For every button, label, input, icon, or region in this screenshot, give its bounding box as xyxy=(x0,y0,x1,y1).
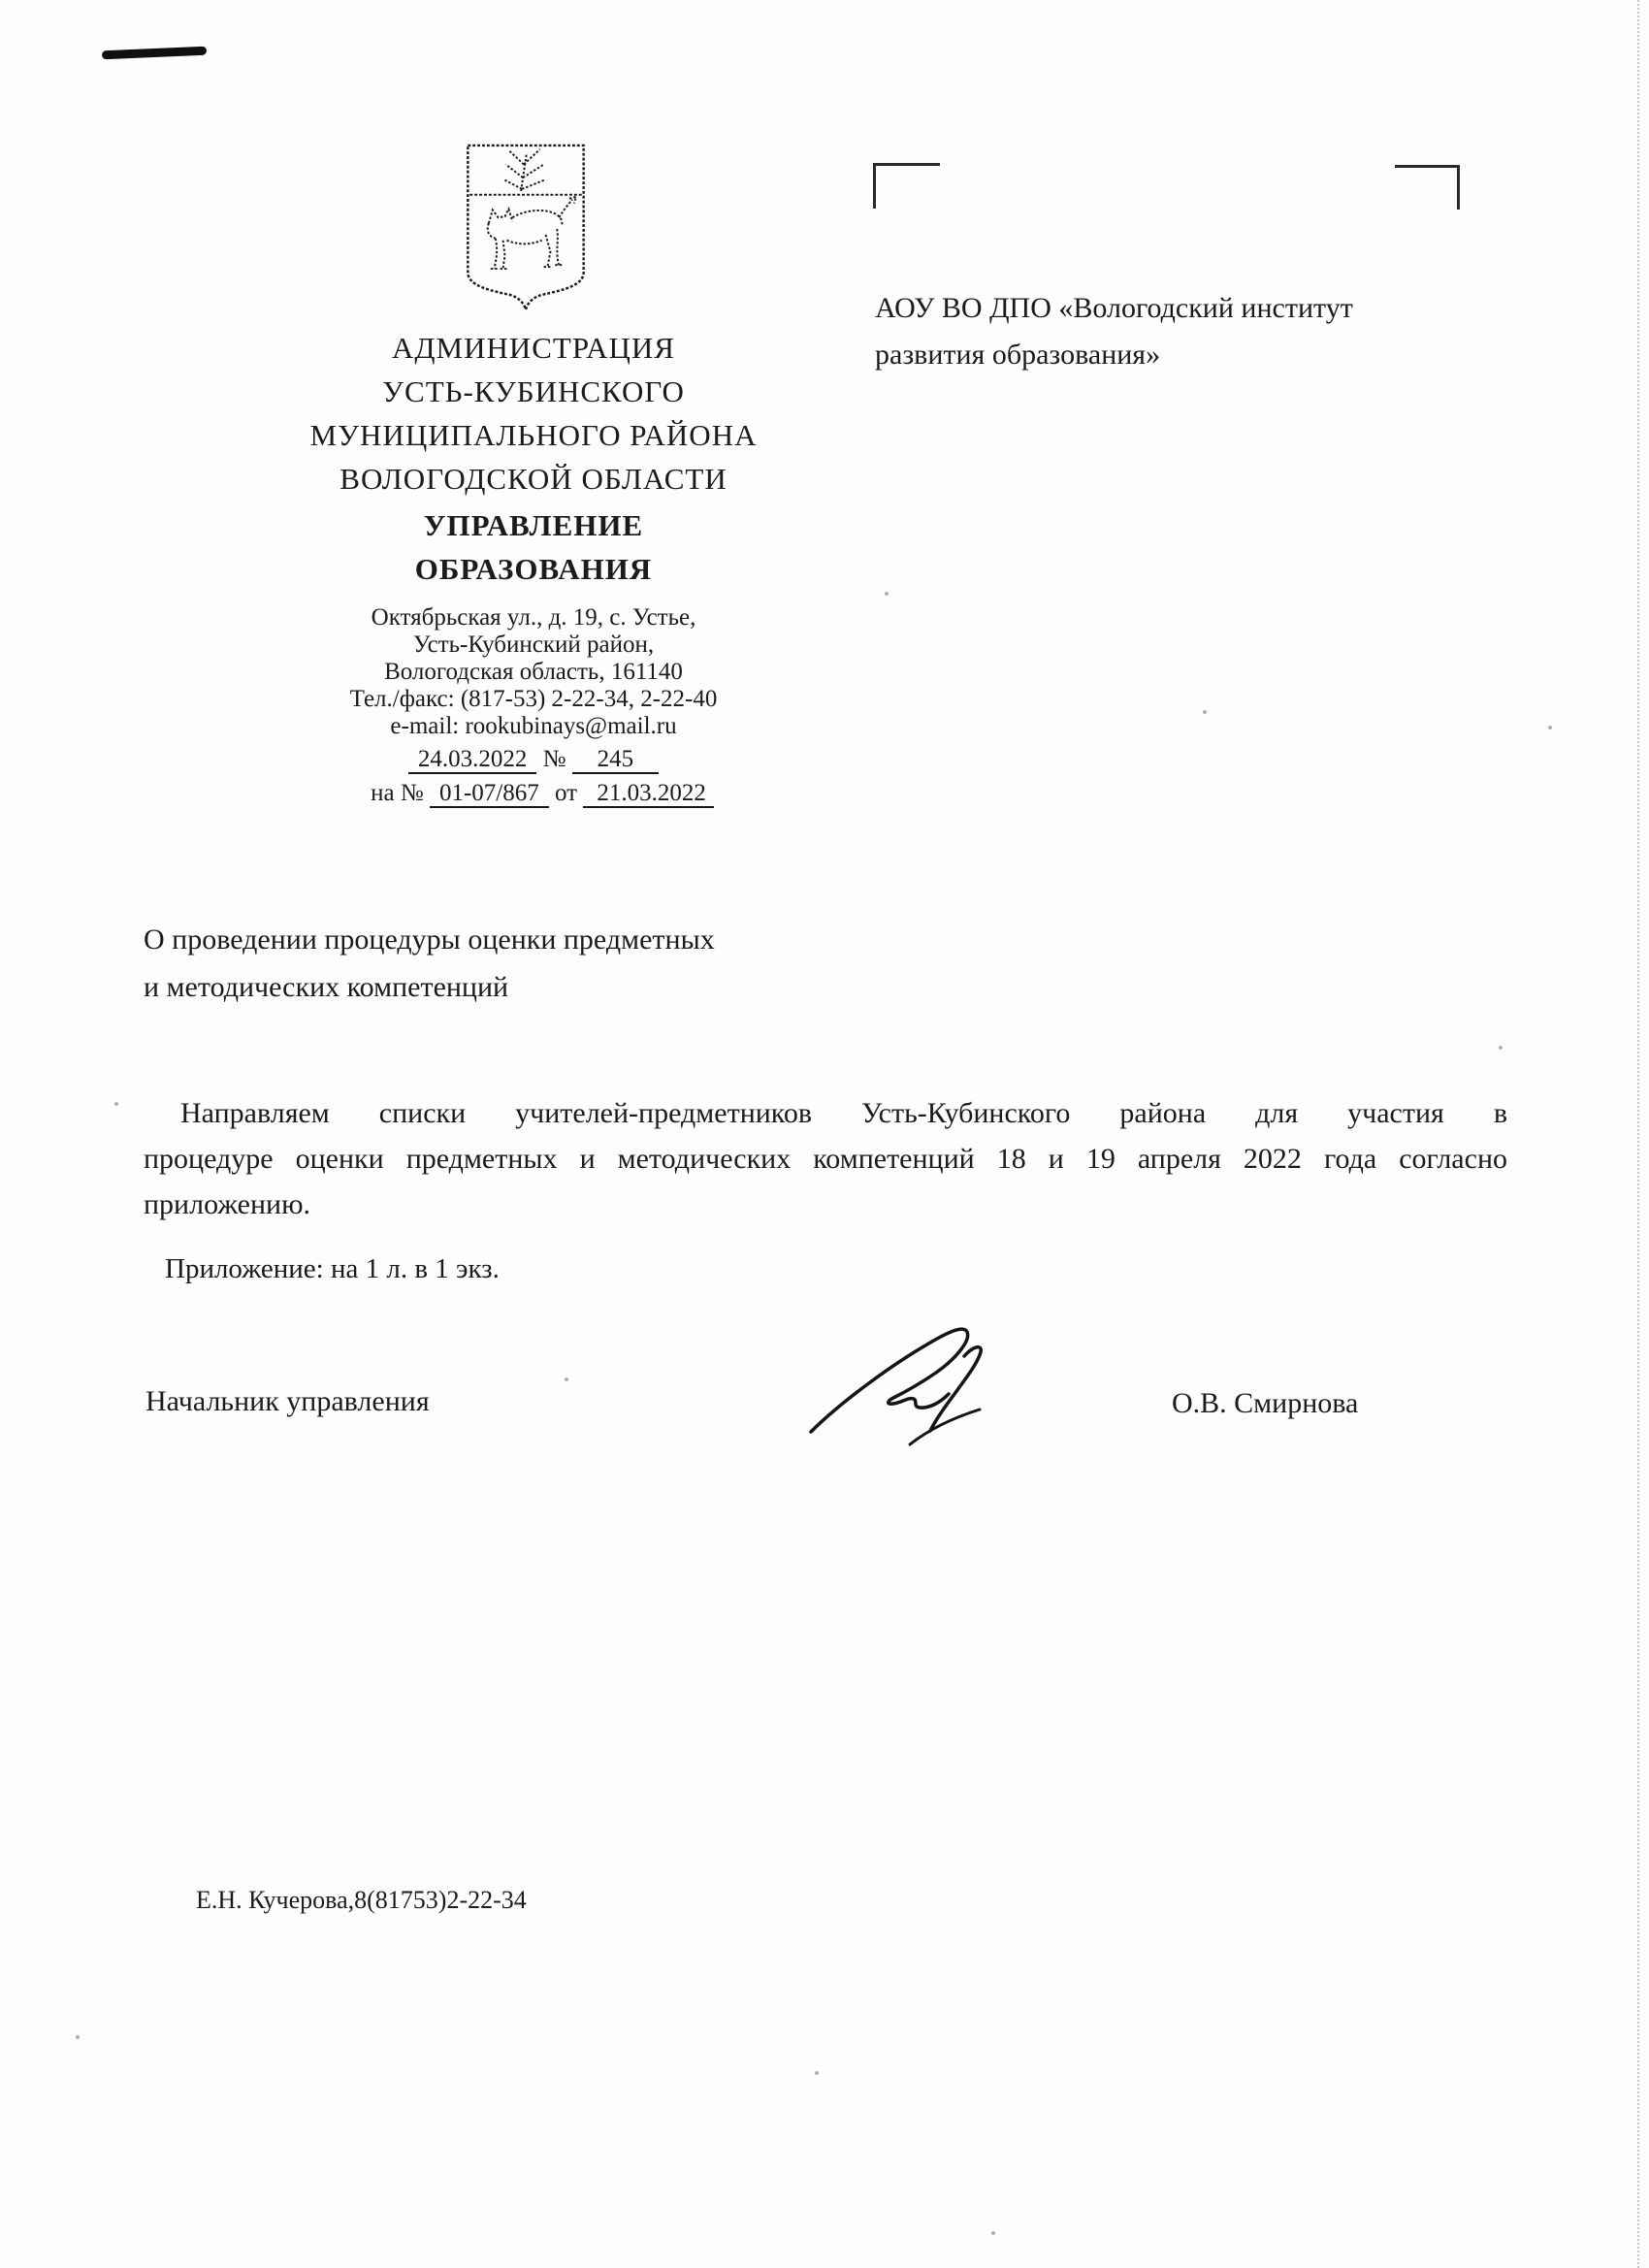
subject-line: и методических компетенций xyxy=(144,971,509,1003)
handwritten-signature-icon xyxy=(801,1317,995,1453)
body-line: процедуре оценки предметных и методических компетенций 18 и 19 апреля 2022 года согласно xyxy=(144,1143,1507,1175)
scan-noise-dot xyxy=(76,2035,80,2039)
body-line: приложению. xyxy=(144,1188,311,1220)
address-block xyxy=(308,604,759,740)
executor-note: Е.Н. Кучерова,8(81753)2-22-34 xyxy=(196,1886,527,1914)
scan-noise-dot xyxy=(991,2231,995,2235)
subject-block xyxy=(144,916,881,1011)
outgoing-number-line xyxy=(308,744,759,774)
recipient-block xyxy=(875,285,1399,378)
shield-outline xyxy=(468,146,583,309)
scan-noise-dot xyxy=(815,2071,819,2075)
signer-name: О.В. Смирнова xyxy=(1172,1387,1359,1419)
scan-noise-dot xyxy=(1499,1046,1503,1050)
address-line: e-mail: rookubinays@mail.ru xyxy=(390,713,677,739)
body-line: Направляем списки учителей-предметников Усть-Кубинского района для участия в xyxy=(180,1097,1507,1129)
org-name-line: ВОЛОГОДСКОЙ ОБЛАСТИ xyxy=(340,462,728,496)
scan-noise-dot xyxy=(885,592,889,596)
recipient-line: развития образования» xyxy=(875,339,1161,371)
address-corner-mark-left xyxy=(873,163,940,209)
outgoing-date: 24.03.2022 xyxy=(408,746,537,774)
reference-date: 21.03.2022 xyxy=(583,780,714,808)
reference-prefix: на № xyxy=(371,780,424,806)
scan-noise-dot xyxy=(565,1377,568,1381)
address-line: Усть-Кубинский район, xyxy=(412,632,655,658)
address-corner-mark-right xyxy=(1395,165,1460,210)
scan-noise-dot xyxy=(1203,710,1207,714)
address-line: Тел./факс: (817-53) 2-22-34, 2-22-40 xyxy=(349,686,718,712)
lynx-coat-of-arms-icon xyxy=(464,142,588,314)
signer-title: Начальник управления xyxy=(146,1385,430,1417)
address-line: Октябрьская ул., д. 19, с. Устье, xyxy=(371,604,696,631)
reference-ot-label: от xyxy=(555,780,578,806)
attachment-note: Приложение: на 1 л. в 1 экз. xyxy=(165,1253,500,1284)
subject-line: О проведении процедуры оценки предметных xyxy=(144,923,715,956)
org-name-line: МУНИЦИПАЛЬНОГО РАЙОНА xyxy=(309,418,758,452)
address-line: Вологодская область, 161140 xyxy=(384,659,683,685)
outgoing-number: 245 xyxy=(572,746,660,774)
org-name-line: АДМИНИСТРАЦИЯ xyxy=(392,331,675,365)
scan-noise-dot xyxy=(114,1102,118,1106)
recipient-line: АОУ ВО ДПО «Вологодский институт xyxy=(875,292,1353,324)
crest-ornament xyxy=(504,149,546,191)
scan-edge-dotted-line xyxy=(1637,0,1639,2268)
reference-line xyxy=(308,778,759,808)
lynx-figure xyxy=(488,197,576,269)
scan-artifact-bar xyxy=(102,47,207,60)
reference-number: 01-07/867 xyxy=(430,780,549,808)
department-name: УПРАВЛЕНИЕ ОБРАЗОВАНИЯ xyxy=(414,508,653,586)
scan-noise-dot xyxy=(1548,726,1552,729)
org-name-line: УСТЬ-КУБИНСКОГО xyxy=(382,374,685,408)
letterhead-block xyxy=(308,326,759,808)
body-paragraph xyxy=(144,1090,1507,1227)
number-sign: № xyxy=(542,746,566,772)
